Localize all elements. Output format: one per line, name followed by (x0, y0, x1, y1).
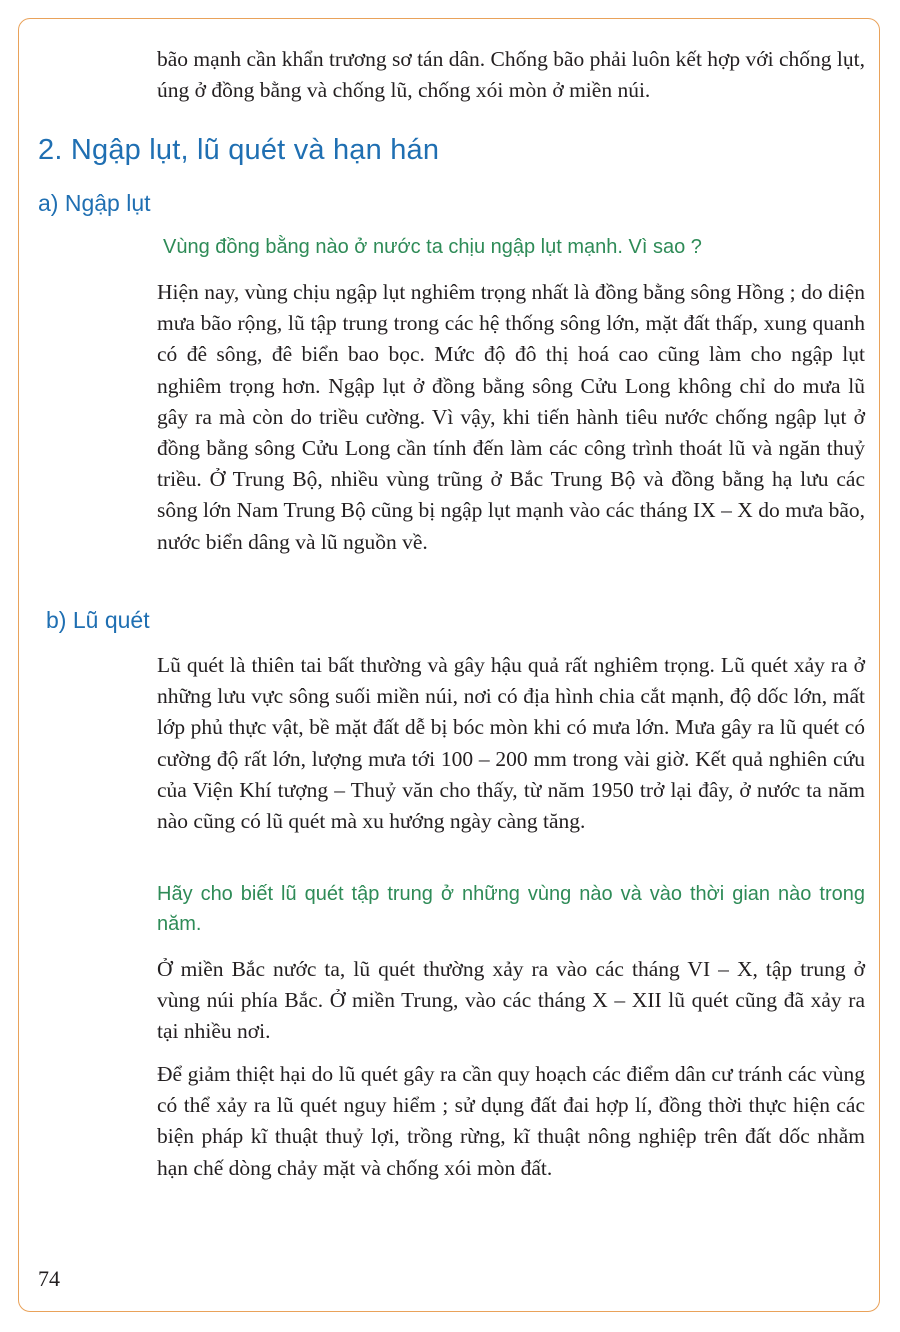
subsection-a-paragraph: Hiện nay, vùng chịu ngập lụt nghiêm trọng nhất là đồng bằng sông Hồng ; do diện mưa bão rộng, lũ tập trung trong các hệ thống sông lớn, mặt đất thấp, xung quanh có đê sông, đê biển bao bọc. Mức độ đô thị hoá cao cũng làm cho ngập lụt nghiêm trọng hơn. Ngập lụt ở đồng bằng sông Cửu Long không chỉ do mưa lũ gây ra mà còn do triều cường. Vì vậy, khi tiến hành tiêu nước chống ngập lụt ở đồng bằng sông Cửu Long cần tính đến làm các công trình thoát lũ và ngăn thuỷ triều. Ở Trung Bộ, nhiều vùng trũng ở Bắc Trung Bộ và đồng bằng hạ lưu các sông lớn Nam Trung Bộ cũng bị ngập lụt mạnh vào các tháng IX – X do mưa bão, nước biển dâng và lũ nguồn về. (157, 280, 865, 554)
intro-paragraph: bão mạnh cần khẩn trương sơ tán dân. Chống bão phải luôn kết hợp với chống lụt, úng ở đồng bằng và chống lũ, chống xói mòn ở miền núi. (157, 47, 865, 103)
page-number: 74 (38, 1266, 60, 1291)
subsection-a-title: a) Ngập lụt (38, 190, 151, 216)
subsection-b-paragraph-2: Ở miền Bắc nước ta, lũ quét thường xảy ra vào các tháng VI – X, tập trung ở vùng núi phía Bắc. Ở miền Trung, vào các tháng X – XII lũ quét cũng đã xảy ra tại nhiều nơi. (157, 957, 865, 1044)
subsection-b-paragraph-1: Lũ quét là thiên tai bất thường và gây hậu quả rất nghiêm trọng. Lũ quét xảy ra ở những lưu vực sông suối miền núi, nơi có địa hình chia cắt mạnh, độ dốc lớn, mất lớp phủ thực vật, bề mặt đất dễ bị bóc mòn khi có mưa lớn. Mưa gây ra lũ quét có cường độ rất lớn, lượng mưa tới 100 – 200 mm trong vài giờ. Kết quả nghiên cứu của Viện Khí tượng – Thuỷ văn cho thấy, từ năm 1950 trở lại đây, ở nước ta năm nào cũng có lũ quét mà xu hướng ngày càng tăng. (157, 653, 865, 834)
subsection-a-question: Vùng đồng bằng nào ở nước ta chịu ngập lụt mạnh. Vì sao ? (163, 236, 702, 258)
subsection-b-question: Hãy cho biết lũ quét tập trung ở những vùng nào và vào thời gian nào trong năm. (157, 883, 865, 935)
subsection-b-paragraph-3: Để giảm thiệt hại do lũ quét gây ra cần quy hoạch các điểm dân cư tránh các vùng có thể xảy ra lũ quét nguy hiểm ; sử dụng đất đai hợp lí, đồng thời thực hiện các biện pháp kĩ thuật thuỷ lợi, trồng rừng, kĩ thuật nông nghiệp trên đất dốc nhằm hạn chế dòng chảy mặt và chống xói mòn đất. (157, 1062, 865, 1180)
subsection-b-title: b) Lũ quét (46, 607, 150, 633)
section-title: 2. Ngập lụt, lũ quét và hạn hán (38, 134, 440, 166)
